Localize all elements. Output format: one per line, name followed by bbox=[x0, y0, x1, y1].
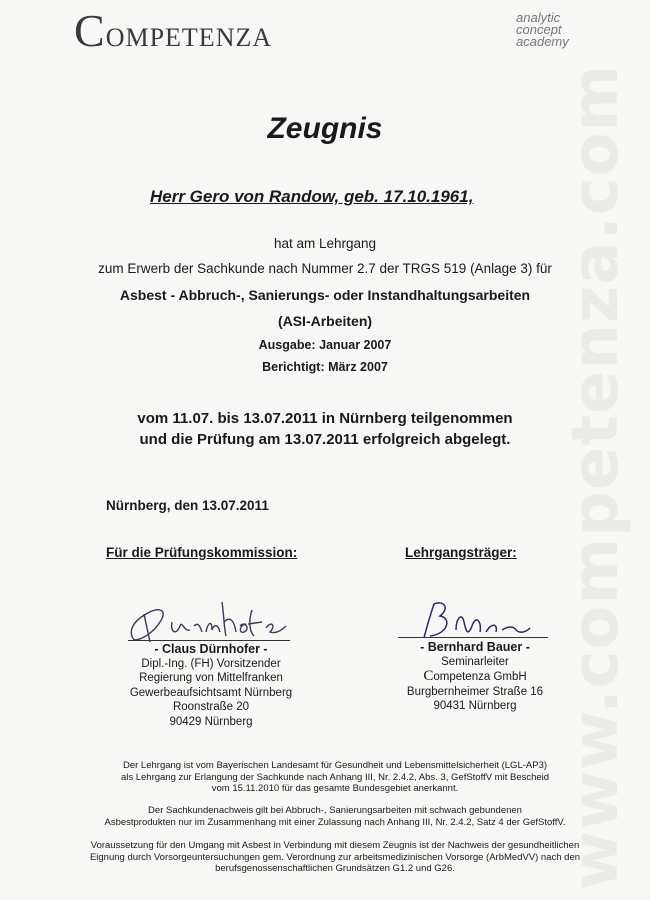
competenza-logo bbox=[74, 5, 273, 56]
footer-line: berufsgenossenschaftlichen Grundsätzen G1.2 und G26. bbox=[215, 863, 455, 874]
signatory-role: Seminarleiter bbox=[441, 655, 509, 668]
body-dates: vom 11.07. bis 13.07.2011 in Nürnberg teilgenommen bbox=[137, 410, 513, 427]
footer-note-recognition bbox=[60, 760, 610, 795]
logo-initial: C bbox=[74, 5, 106, 56]
company-city: 90431 Nürnberg bbox=[433, 700, 517, 712]
footer-line: Der Lehrgang ist vom Bayerischen Landesamt für Gesundheit und Lebensmittelsicherheit (LGL-AP3) bbox=[122, 760, 548, 771]
tagline-line: academy bbox=[516, 34, 569, 49]
signatory-line: Gewerbeaufsichtsamt Nürnberg bbox=[129, 686, 293, 699]
recipient-name: Herr Gero von Randow, geb. 17.10.1961, bbox=[150, 187, 474, 206]
footer-line: Asbestprodukten nur im Zusammenhang mit einer Zulassung nach Anhang III, Nr. 2.4.2, Satz 4 der GefStoffV. bbox=[104, 816, 566, 828]
signature-line-left bbox=[128, 640, 290, 641]
document-title: Zeugnis bbox=[267, 112, 383, 145]
footer-line: vom 15.11.2010 für das gesamte Bundesgebiet anerkannt. bbox=[211, 783, 459, 794]
left-heading: Für die Prüfungskommission: bbox=[106, 545, 298, 560]
signatory-line: Regierung von Mittelfranken bbox=[139, 672, 283, 684]
body-ausgabe: Ausgabe: Januar 2007 bbox=[258, 338, 392, 352]
body-exam: und die Prüfung am 13.07.2011 erfolgreich abgelegt. bbox=[139, 431, 511, 448]
company-initial: C bbox=[423, 668, 434, 684]
place-date: Nürnberg, den 13.07.2011 bbox=[106, 498, 269, 513]
signatory-name: - Claus Dürnhofer - bbox=[154, 642, 268, 656]
tagline-line: concept bbox=[516, 22, 562, 37]
body-berichtigt: Berichtigt: März 2007 bbox=[262, 360, 388, 374]
company-street: Burgbernheimer Straße 16 bbox=[406, 685, 544, 698]
signatory-line: Roonstraße 20 bbox=[172, 701, 250, 713]
company-rest: ompetenza GmbH bbox=[433, 671, 527, 683]
body-asi: (ASI-Arbeiten) bbox=[277, 313, 373, 329]
tagline-line: analytic bbox=[516, 10, 561, 25]
footer-line: Voraussetzung für den Umgang mit Asbest in Verbindung mit diesem Zeugnis ist der Nachweis der gesundheitlichen bbox=[90, 840, 580, 851]
body-sachkunde: zum Erwerb der Sachkunde nach Nummer 2.7 der TRGS 519 (Anlage 3) für bbox=[98, 261, 552, 276]
website-watermark: www.competenza.com bbox=[559, 63, 633, 890]
tagline bbox=[516, 12, 636, 48]
signatory-right bbox=[370, 640, 580, 714]
footer-note-requirement bbox=[60, 840, 610, 875]
body-intro: hat am Lehrgang bbox=[273, 236, 377, 251]
footer-note-validity bbox=[60, 805, 610, 828]
signatory-line: Dipl.-Ing. (FH) Vorsitzender bbox=[141, 657, 281, 670]
logo-text: OMPETENZA bbox=[105, 23, 273, 52]
company-name bbox=[370, 669, 580, 685]
signature-bauer bbox=[400, 592, 550, 647]
footer-line: Eignung durch Vorsorgeuntersuchungen gem. Verordnung zur arbeitsmedizinischen Vorsorge (ArbMedVV) nach den bbox=[89, 851, 581, 863]
signatory-left bbox=[95, 642, 327, 729]
signatory-line: 90429 Nürnberg bbox=[169, 715, 253, 728]
footer-line: Der Sachkundenachweis gilt bei Abbruch-, Sanierungsarbeiten mit schwach gebundenen bbox=[148, 805, 522, 816]
signature-line-right bbox=[398, 637, 548, 638]
signatory-name: - Bernhard Bauer - bbox=[420, 640, 530, 654]
right-heading: Lehrgangsträger: bbox=[405, 545, 517, 560]
footer-line: als Lehrgang zur Erlangung der Sachkunde nach Anhang III, Nr. 2.4.2, Abs. 3, GefStoffV mit Bescheid bbox=[120, 771, 550, 783]
body-asbest: Asbest - Abbruch-, Sanierungs- oder Instandhaltungsarbeiten bbox=[119, 287, 531, 303]
